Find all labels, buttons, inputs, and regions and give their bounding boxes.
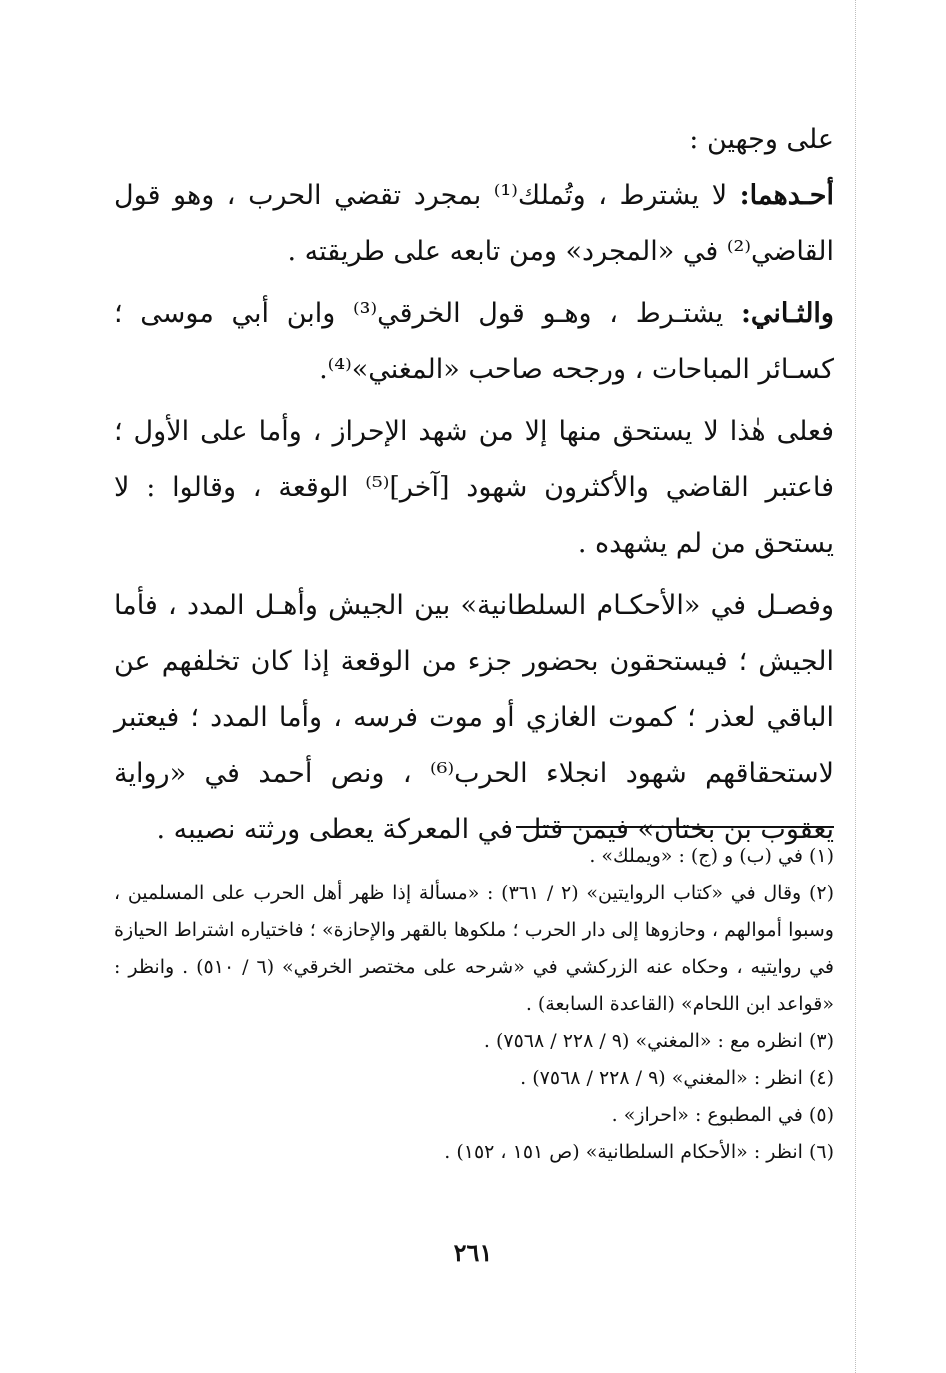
footnote-1: (١) في (ب) و (ج) : «ويملك» .: [589, 845, 834, 867]
paragraph-detail: وفصـل في «الأحكـام السلطانية» بين الجيش وأهـل المدد ، فأما الجيش ؛ فيستحقون بحضور جزء من الوقعة إذا كان تخلفهم عن الباقي لعذر ؛ كموت الغازي أو موت فرسه ، وأما المدد ؛ فيعتبر لاستحقاقهم شهود انجلاء الحرب⁽⁶⁾ ، ونص أحمد في «رواية يعقوب بن بختان» فيمن قتل في المعركة يعطى ورثته نصيبه .: [114, 590, 834, 845]
main-text: [114, 112, 834, 864]
footnote-6: (٦) انظر : «الأحكام السلطانية» (ص ١٥١ ، ١٥٢) .: [444, 1141, 834, 1163]
first-opinion-label: أحـدهما:: [739, 180, 834, 211]
page-number: ٢٦١: [453, 1238, 493, 1267]
footnotes: [114, 838, 834, 1171]
second-opinion-label: والثـاني:: [740, 298, 834, 329]
footnote-5: (٥) في المطبوع : «احراز» .: [611, 1104, 834, 1126]
scan-edge-line: [855, 0, 856, 1373]
paragraph-first-opinion: [114, 168, 834, 280]
paragraph-second-opinion: [114, 286, 834, 398]
intro-line: على وجهين :: [689, 124, 834, 155]
paragraph-consequence: فعلى هٰذا لا يستحق منها إلا من شهد الإحراز ، وأما على الأول ؛ فاعتبر القاضي والأكثرون شهود [آخر]⁽⁵⁾ الوقعة ، وقالوا : لا يستحق من لم يشهده .: [114, 416, 834, 559]
footnote-3: (٣) انظره مع : «المغني» (٩ / ٢٢٨ / ٧٥٦٨) .: [483, 1030, 834, 1052]
footnote-4: (٤) انظر : «المغني» (٩ / ٢٢٨ / ٧٥٦٨) .: [520, 1067, 834, 1089]
second-opinion-text: يشتـرط ، وهـو قول الخرقي⁽³⁾ وابن أبي موسى ؛ كسـائر المباحات ، ورجحه صاحب «المغني»⁽⁴⁾.: [114, 298, 834, 385]
footnote-2: (٢) وقال في «كتاب الروايتين» (٢ / ٣٦١) : «مسألة إذا ظهر أهل الحرب على المسلمين ، وسبوا أموالهم ، وحازوها إلى دار الحرب ؛ ملكوها بالقهر والإحازة» ؛ فاختياره اشتراط الحيازة في روايتيه ، وحكاه عنه الزركشي في «شرحه على مختصر الخرقي» (٦ / ٥١٠) . وانظر : «قواعد ابن اللحام» (القاعدة السابعة) .: [114, 882, 834, 1015]
footnote-divider: [516, 826, 834, 828]
first-opinion-text: لا يشترط ، وتُملك⁽¹⁾ بمجرد تقضي الحرب ، وهو قول القاضي⁽²⁾ في «المجرد» ومن تابعه على طريقته .: [114, 180, 834, 267]
